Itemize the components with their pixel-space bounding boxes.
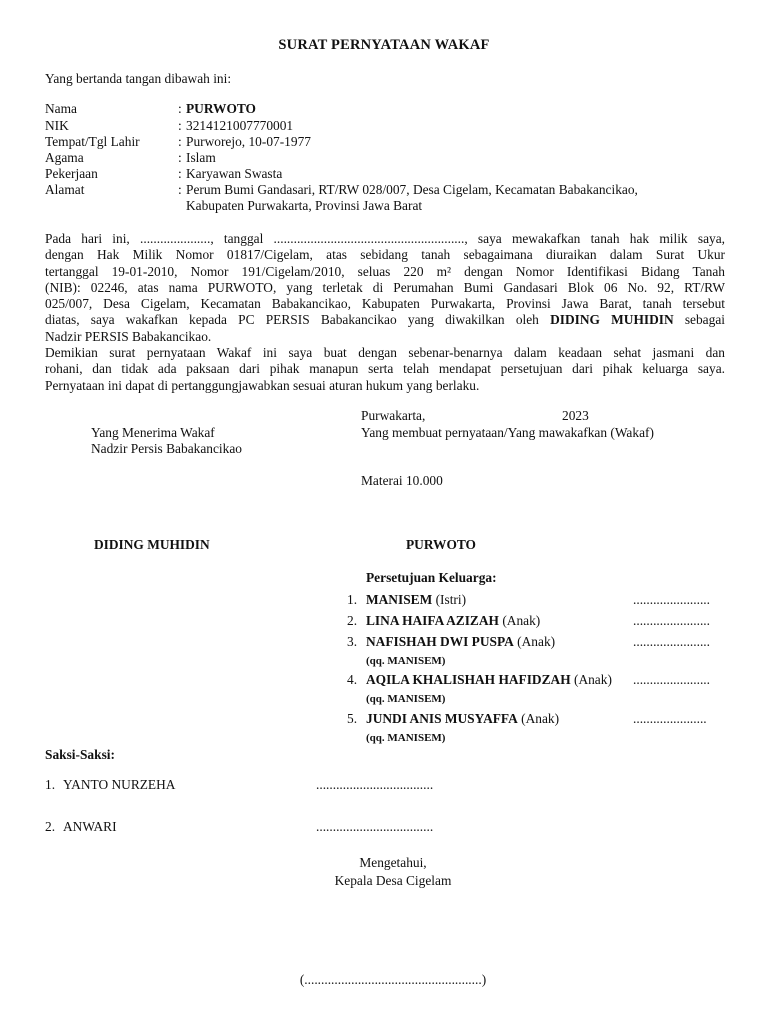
signature-dots: ....................... [633,592,710,607]
intro-text: Yang bertanda tangan dibawah ini: [45,71,232,86]
maker-role: Yang membuat pernyataan/Yang mawakafkan (Wakaf) [361,425,654,440]
receiver-role: Yang Menerima Wakaf [91,425,215,440]
value-ttl: Purworejo, 10-07-1977 [186,134,311,149]
colon: : [178,182,182,197]
signature-dots: ...................... [633,711,707,726]
proxy-note: (qq. MANISEM) [366,693,446,705]
member-relation: (Anak) [502,613,541,628]
nadzir-name: DIDING MUHIDIN [550,312,674,328]
member-name: JUNDI ANIS MUSYAFFA [366,711,518,726]
value-nik: 3214121007770001 [186,118,294,133]
village-head-signature: (.....................................................) [299,972,487,987]
list-number: 4. [347,672,358,687]
colon: : [178,101,182,116]
witness-name: YANTO NURZEHA [63,777,176,792]
statement-line: 025/007, Desa Cigelam, Kecamatan Babakancikao, Kabupaten Purwakarta, Provinsi Jawa Barat, tanah tersebut [45,296,725,312]
member-relation: (Anak) [573,672,612,687]
receiver-name: DIDING MUHIDIN [94,537,210,552]
statement-line-6 [45,312,725,328]
signature-dots: ................................... [316,777,434,792]
list-number: 2. [347,613,358,628]
proxy-note: (qq. MANISEM) [366,732,446,744]
place-text: Purwakarta, [361,408,426,423]
closing-line: rohani, dan tidak ada paksaan dari pihak manapun serta telah mendapat persetujuan dari pihak keluarga saya. [45,361,725,377]
materai-text: Materai 10.000 [361,473,443,488]
statement-text: diatas, saya wakafkan kepada PC PERSIS Babakancikao yang diwakilkan oleh [45,312,539,328]
value-pekerjaan: Karyawan Swasta [186,166,283,181]
member-relation: (Istri) [435,592,467,607]
signature-dots: ....................... [633,613,710,628]
value-alamat-line2: Kabupaten Purwakarta, Provinsi Jawa Barat [186,198,423,213]
member-name: AQILA KHALISHAH HAFIDZAH [366,672,571,687]
witness-name: ANWARI [63,819,117,834]
family-member [366,711,559,727]
member-relation: (Anak) [517,634,556,649]
family-member [366,613,540,629]
list-number: 1. [347,592,358,607]
witness-title: Saksi-Saksi: [45,747,115,762]
statement-paragraph [45,231,725,394]
statement-line: Pada hari ini, ....................., tanggal ........................................................., saya mewakafkan tanah hak milik saya, [45,231,725,246]
label-nik: NIK [45,118,69,133]
statement-line: (NIB): 02246, atas nama PURWOTO, yang terletak di Perumahan Bumi Gandasari Blok 06 No. 92, RT/RW [45,279,725,295]
proxy-note: (qq. MANISEM) [366,655,446,667]
member-name: LINA HAIFA AZIZAH [366,613,499,628]
receiver-org: Nadzir Persis Babakancikao [91,441,242,456]
label-pekerjaan: Pekerjaan [45,166,98,181]
list-number: 1. [45,777,56,792]
value-alamat: Perum Bumi Gandasari, RT/RW 028/007, Desa Cigelam, Kecamatan Babakancikao, [186,182,638,197]
label-nama: Nama [45,101,77,116]
label-agama: Agama [45,150,84,165]
colon: : [178,166,182,181]
label-alamat: Alamat [45,182,85,197]
family-member [366,672,612,688]
acknowledged-text: Mengetahui, [359,855,427,870]
member-name: NAFISHAH DWI PUSPA [366,634,514,649]
statement-line: tertanggal 19-01-2010, Nomor 191/Cigelam/2010, seluas 220 m² dengan Nomor Identifikasi Bidang Tanah [45,263,725,279]
signature-dots: ................................... [316,819,434,834]
list-number: 5. [347,711,358,726]
member-name: MANISEM [366,592,433,607]
list-number: 3. [347,634,358,649]
colon: : [178,134,182,149]
value-nama: PURWOTO [186,101,256,116]
signature-dots: ....................... [633,634,710,649]
maker-name: PURWOTO [406,537,476,552]
closing-line: Demikian surat pernyataan Wakaf ini saya buat dengan sebenar-benarnya dalam keadaan sehat jasmani dan [45,345,725,361]
closing-line: Pernyataan ini dapat di pertanggungjawabkan sesuai aturan hukum yang berlaku. [45,377,480,393]
colon: : [178,118,182,133]
family-consent-title: Persetujuan Keluarga: [366,570,497,585]
list-number: 2. [45,819,56,834]
signature-dots: ....................... [633,672,710,687]
label-ttl: Tempat/Tgl Lahir [45,134,140,149]
document-title: SURAT PERNYATAAN WAKAF [278,37,490,53]
village-head-title: Kepala Desa Cigelam [334,873,452,888]
statement-line: Nadzir PERSIS Babakancikao. [45,328,212,344]
family-member [366,634,555,650]
member-relation: (Anak) [521,711,560,726]
value-agama: Islam [186,150,216,165]
statement-line: dengan Hak Milik Nomor 01817/Cigelam, atas sebidang tanah sebagaimana diuraikan dalam Surat Ukur [45,247,725,263]
colon: : [178,150,182,165]
year-text: 2023 [562,408,589,423]
statement-text: sebagai [684,312,725,328]
family-member [366,592,466,608]
